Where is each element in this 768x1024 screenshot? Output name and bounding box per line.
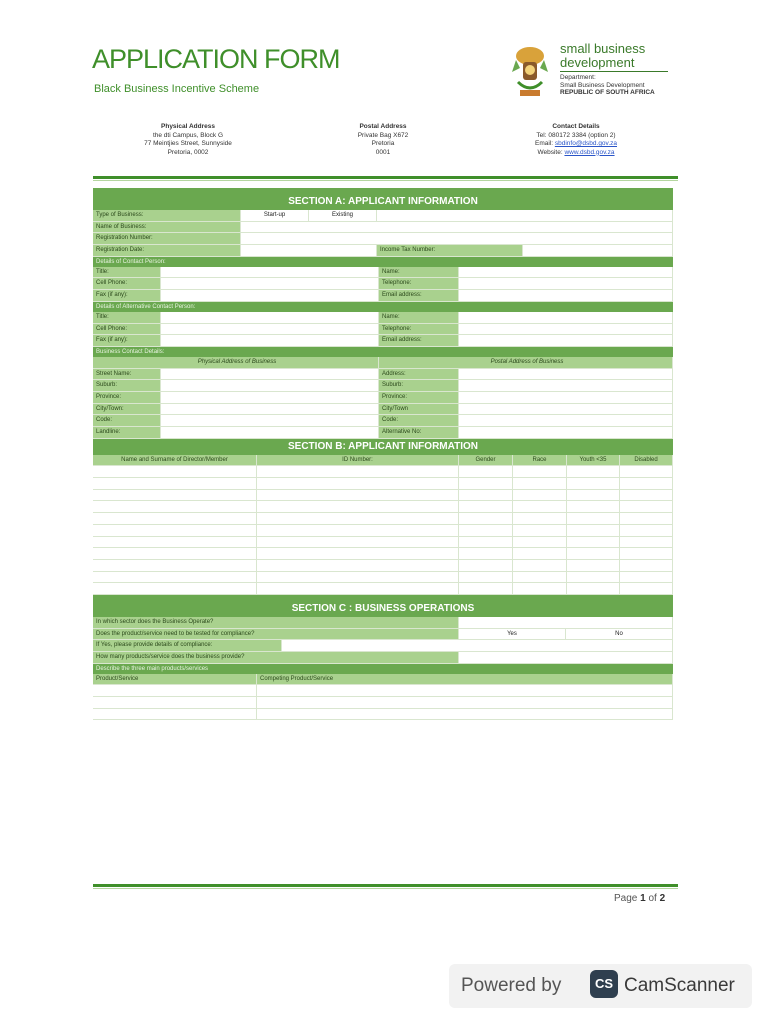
alt-fax-field[interactable] bbox=[161, 335, 379, 346]
physical-address-line2: 77 Meintjies Street, Sunnyside bbox=[144, 140, 232, 147]
col-competing-product: Competing Product/Service bbox=[257, 674, 673, 685]
director-cell[interactable] bbox=[620, 560, 673, 571]
director-cell[interactable] bbox=[620, 572, 673, 583]
contact-details-block bbox=[516, 123, 636, 157]
type-of-business-row bbox=[93, 210, 673, 222]
director-cell[interactable] bbox=[93, 548, 257, 559]
contact-telephone-field[interactable] bbox=[459, 278, 673, 289]
director-cell[interactable] bbox=[620, 501, 673, 512]
director-cell[interactable] bbox=[93, 466, 257, 477]
tested-no-option[interactable]: No bbox=[566, 629, 673, 640]
contact-cell-row bbox=[93, 278, 673, 290]
director-cell[interactable] bbox=[459, 583, 513, 594]
page-number bbox=[614, 893, 665, 904]
director-cell[interactable] bbox=[257, 548, 459, 559]
registration-date-row bbox=[93, 245, 673, 257]
landline-label: Landline: bbox=[93, 427, 161, 438]
director-cell[interactable] bbox=[459, 548, 513, 559]
director-row bbox=[93, 548, 673, 560]
existing-option[interactable]: Existing bbox=[309, 210, 377, 221]
director-cell[interactable] bbox=[513, 572, 567, 583]
contact-website-label: Website: bbox=[537, 148, 565, 156]
postal-address-label: Address: bbox=[379, 369, 459, 380]
postal-address-business-header: Postal Address of Business bbox=[379, 357, 673, 368]
postal-city-field[interactable] bbox=[459, 404, 673, 415]
contact-email-label: Email: bbox=[534, 140, 555, 147]
director-cell[interactable] bbox=[93, 490, 257, 501]
director-cell[interactable] bbox=[567, 513, 620, 524]
describe-products-subheader: Describe the three main products/services bbox=[93, 664, 673, 674]
alt-name-label: Name: bbox=[379, 312, 459, 323]
postal-address-line2: Pretoria bbox=[371, 140, 395, 147]
director-cell[interactable] bbox=[567, 548, 620, 559]
director-cell[interactable] bbox=[459, 478, 513, 489]
contact-cell-label: Cell Phone: bbox=[93, 278, 161, 289]
physical-address-block bbox=[128, 123, 248, 157]
footer-divider-light bbox=[93, 888, 678, 889]
dept-full-name: Small Business Development bbox=[560, 81, 645, 89]
department-details bbox=[560, 74, 655, 97]
director-cell[interactable] bbox=[620, 537, 673, 548]
page-of: of bbox=[645, 893, 660, 904]
col-product-service: Product/Service bbox=[93, 674, 257, 685]
compliance-details-question: If Yes, please provide details of compliance: bbox=[93, 640, 282, 651]
alt-cell-row bbox=[93, 324, 673, 336]
director-cell[interactable] bbox=[93, 478, 257, 489]
contact-cell-field[interactable] bbox=[161, 278, 379, 289]
product-row bbox=[93, 709, 673, 721]
director-cell[interactable] bbox=[513, 466, 567, 477]
contact-fax-field[interactable] bbox=[161, 290, 379, 301]
director-cell[interactable] bbox=[459, 513, 513, 524]
application-form bbox=[93, 188, 673, 720]
director-cell[interactable] bbox=[513, 490, 567, 501]
postal-address-field[interactable] bbox=[459, 369, 673, 380]
director-cell[interactable] bbox=[513, 548, 567, 559]
director-cell[interactable] bbox=[513, 478, 567, 489]
header-divider-light bbox=[93, 180, 678, 181]
coat-of-arms-logo bbox=[508, 42, 552, 102]
competing-cell[interactable] bbox=[257, 685, 673, 696]
director-row bbox=[93, 572, 673, 584]
code-row bbox=[93, 415, 673, 427]
contact-details-heading: Contact Details bbox=[552, 123, 600, 130]
director-row bbox=[93, 466, 673, 478]
director-cell[interactable] bbox=[567, 583, 620, 594]
contact-telephone: Tel: 080172 3384 (option 2) bbox=[536, 131, 616, 139]
section-c-title: SECTION C : BUSINESS OPERATIONS bbox=[93, 601, 673, 617]
director-cell[interactable] bbox=[459, 537, 513, 548]
director-cell[interactable] bbox=[620, 466, 673, 477]
contact-title-label: Title: bbox=[93, 267, 161, 278]
director-row bbox=[93, 490, 673, 502]
contact-email-label-field: Email address: bbox=[379, 290, 459, 301]
tested-question: Does the product/service need to be tested for compliance? bbox=[93, 629, 459, 640]
physical-address-heading: Physical Address bbox=[161, 123, 215, 130]
street-name-label: Street Name: bbox=[93, 369, 161, 380]
city-row bbox=[93, 404, 673, 416]
product-cell[interactable] bbox=[93, 709, 257, 720]
director-cell[interactable] bbox=[93, 583, 257, 594]
director-cell[interactable] bbox=[459, 572, 513, 583]
director-cell[interactable] bbox=[257, 560, 459, 571]
director-cell[interactable] bbox=[459, 525, 513, 536]
director-cell[interactable] bbox=[620, 525, 673, 536]
director-cell[interactable] bbox=[459, 490, 513, 501]
alt-title-field[interactable] bbox=[161, 312, 379, 323]
director-cell[interactable] bbox=[257, 513, 459, 524]
director-row bbox=[93, 478, 673, 490]
physical-address-business-header: Physical Address of Business bbox=[93, 357, 379, 368]
name-of-business-label: Name of Business: bbox=[93, 222, 241, 233]
suburb-label: Suburb: bbox=[93, 380, 161, 391]
product-row bbox=[93, 697, 673, 709]
director-cell[interactable] bbox=[257, 537, 459, 548]
postal-city-label: City/Town bbox=[379, 404, 459, 415]
director-cell[interactable] bbox=[93, 537, 257, 548]
tested-row bbox=[93, 629, 673, 641]
type-of-business-label: Type of Business: bbox=[93, 210, 241, 221]
landline-row bbox=[93, 427, 673, 439]
tested-yes-option[interactable]: Yes bbox=[459, 629, 566, 640]
contact-website-link[interactable]: www.dsbd.gov.za bbox=[564, 148, 615, 156]
city-field[interactable] bbox=[161, 404, 379, 415]
address-headers-row bbox=[93, 357, 673, 369]
director-cell[interactable] bbox=[567, 525, 620, 536]
alt-email-field[interactable] bbox=[459, 335, 673, 346]
contact-title-field[interactable] bbox=[161, 267, 379, 278]
income-tax-number-field[interactable] bbox=[523, 245, 673, 256]
director-cell[interactable] bbox=[567, 572, 620, 583]
director-row bbox=[93, 583, 673, 595]
director-cell[interactable] bbox=[567, 501, 620, 512]
dept-name-line1: small business bbox=[560, 41, 646, 56]
how-many-field[interactable] bbox=[459, 652, 673, 663]
powered-by-text: Powered by bbox=[461, 975, 562, 996]
code-label: Code: bbox=[93, 415, 161, 426]
department-name bbox=[560, 42, 645, 70]
director-cell[interactable] bbox=[93, 572, 257, 583]
postal-suburb-field[interactable] bbox=[459, 380, 673, 391]
postal-address-block bbox=[333, 123, 433, 157]
competing-cell[interactable] bbox=[257, 709, 673, 720]
dept-name-line2: development bbox=[560, 55, 635, 70]
director-cell[interactable] bbox=[257, 583, 459, 594]
director-cell[interactable] bbox=[620, 513, 673, 524]
street-name-field[interactable] bbox=[161, 369, 379, 380]
director-cell[interactable] bbox=[257, 525, 459, 536]
name-of-business-row bbox=[93, 222, 673, 234]
director-cell[interactable] bbox=[257, 466, 459, 477]
alternative-no-field[interactable] bbox=[459, 427, 673, 438]
registration-number-label: Registration Number: bbox=[93, 233, 241, 244]
postal-province-field[interactable] bbox=[459, 392, 673, 403]
director-row bbox=[93, 537, 673, 549]
street-row bbox=[93, 369, 673, 381]
director-cell[interactable] bbox=[93, 501, 257, 512]
postal-suburb-label: Suburb: bbox=[379, 380, 459, 391]
dept-country: REPUBLIC OF SOUTH AFRICA bbox=[560, 89, 655, 96]
name-of-business-field[interactable] bbox=[241, 222, 673, 233]
footer-divider bbox=[93, 884, 678, 887]
director-cell[interactable] bbox=[513, 525, 567, 536]
alt-cell-field[interactable] bbox=[161, 324, 379, 335]
postal-code-label: Code: bbox=[379, 415, 459, 426]
dept-divider bbox=[560, 71, 668, 72]
alt-name-field[interactable] bbox=[459, 312, 673, 323]
postal-address-heading: Postal Address bbox=[359, 123, 407, 130]
province-row bbox=[93, 392, 673, 404]
alt-cell-label: Cell Phone: bbox=[93, 324, 161, 335]
director-cell[interactable] bbox=[567, 537, 620, 548]
alt-fax-label: Fax (if any): bbox=[93, 335, 161, 346]
physical-address-line1: the dti Campus, Block G bbox=[152, 131, 224, 139]
how-many-row bbox=[93, 652, 673, 664]
business-contact-subheader: Business Contact Details: bbox=[93, 347, 673, 357]
sector-field[interactable] bbox=[459, 617, 673, 628]
director-cell[interactable] bbox=[513, 537, 567, 548]
col-race: Race bbox=[513, 455, 567, 466]
page-total: 2 bbox=[659, 893, 666, 904]
director-cell[interactable] bbox=[513, 501, 567, 512]
registration-date-field[interactable] bbox=[241, 245, 377, 256]
suburb-field[interactable] bbox=[161, 380, 379, 391]
director-row bbox=[93, 513, 673, 525]
registration-number-row bbox=[93, 233, 673, 245]
page-current: 1 bbox=[640, 893, 646, 904]
product-cell[interactable] bbox=[93, 697, 257, 708]
dept-label: Department: bbox=[560, 74, 596, 81]
director-cell[interactable] bbox=[93, 560, 257, 571]
province-label: Province: bbox=[93, 392, 161, 403]
registration-number-field[interactable] bbox=[241, 233, 673, 244]
form-subtitle: Black Business Incentive Scheme bbox=[94, 83, 260, 95]
page-prefix: Page bbox=[614, 893, 641, 904]
contact-person-subheader: Details of Contact Person: bbox=[93, 257, 673, 267]
postal-province-label: Province: bbox=[379, 392, 459, 403]
director-cell[interactable] bbox=[567, 466, 620, 477]
contact-fax-row bbox=[93, 290, 673, 302]
col-gender: Gender bbox=[459, 455, 513, 466]
sector-row bbox=[93, 617, 673, 629]
competing-cell[interactable] bbox=[257, 697, 673, 708]
postal-code-field[interactable] bbox=[459, 415, 673, 426]
products-header-row bbox=[93, 674, 673, 686]
alt-title-row bbox=[93, 312, 673, 324]
product-cell[interactable] bbox=[93, 685, 257, 696]
director-cell[interactable] bbox=[459, 560, 513, 571]
director-cell[interactable] bbox=[257, 478, 459, 489]
physical-address-line3: Pretoria, 0002 bbox=[167, 148, 209, 156]
landline-field[interactable] bbox=[161, 427, 379, 438]
contact-email-field[interactable] bbox=[459, 290, 673, 301]
code-field[interactable] bbox=[161, 415, 379, 426]
alt-contact-person-subheader: Details of Alternative Contact Person: bbox=[93, 302, 673, 312]
director-cell[interactable] bbox=[513, 513, 567, 524]
col-id-number: ID Number: bbox=[257, 455, 459, 466]
header-divider bbox=[93, 176, 678, 179]
director-row bbox=[93, 501, 673, 513]
type-of-business-field[interactable] bbox=[377, 210, 673, 221]
postal-address-line3: 0001 bbox=[375, 148, 391, 156]
director-cell[interactable] bbox=[513, 583, 567, 594]
director-cell[interactable] bbox=[257, 490, 459, 501]
director-cell[interactable] bbox=[567, 560, 620, 571]
section-b-rows bbox=[93, 466, 673, 595]
camscanner-icon: CS bbox=[590, 970, 618, 998]
director-row bbox=[93, 525, 673, 537]
col-disabled: Disabled bbox=[620, 455, 673, 466]
how-many-question: How many products/service does the business provide? bbox=[93, 652, 459, 663]
section-b-header-row bbox=[93, 455, 673, 467]
compliance-details-field[interactable] bbox=[282, 640, 673, 651]
contact-name-field[interactable] bbox=[459, 267, 673, 278]
income-tax-number-label: Income Tax Number: bbox=[377, 245, 523, 256]
section-b-title: SECTION B: APPLICANT INFORMATION bbox=[93, 439, 673, 455]
startup-option[interactable]: Start-up bbox=[241, 210, 309, 221]
director-cell[interactable] bbox=[513, 560, 567, 571]
director-cell[interactable] bbox=[620, 478, 673, 489]
contact-title-row bbox=[93, 267, 673, 279]
contact-fax-label: Fax (if any): bbox=[93, 290, 161, 301]
director-cell[interactable] bbox=[620, 583, 673, 594]
director-cell[interactable] bbox=[93, 525, 257, 536]
province-field[interactable] bbox=[161, 392, 379, 403]
alternative-no-label: Alternative No: bbox=[379, 427, 459, 438]
col-youth: Youth <35 bbox=[567, 455, 620, 466]
director-cell[interactable] bbox=[567, 478, 620, 489]
alt-email-label: Email address: bbox=[379, 335, 459, 346]
director-cell[interactable] bbox=[459, 501, 513, 512]
alt-title-label: Title: bbox=[93, 312, 161, 323]
alt-fax-row bbox=[93, 335, 673, 347]
form-title: APPLICATION FORM bbox=[92, 44, 340, 74]
city-label: City/Town: bbox=[93, 404, 161, 415]
section-a-title: SECTION A: APPLICANT INFORMATION bbox=[93, 194, 673, 210]
compliance-details-row bbox=[93, 640, 673, 652]
postal-address-line1: Private Bag X672 bbox=[357, 131, 409, 139]
director-row bbox=[93, 560, 673, 572]
contact-email-link[interactable]: sbdinfo@dsbd.gov.za bbox=[554, 140, 617, 147]
director-cell[interactable] bbox=[620, 548, 673, 559]
director-cell[interactable] bbox=[620, 490, 673, 501]
director-cell[interactable] bbox=[567, 490, 620, 501]
director-cell[interactable] bbox=[257, 572, 459, 583]
contact-name-label: Name: bbox=[379, 267, 459, 278]
sector-question: In which sector does the Business Operate? bbox=[93, 617, 459, 628]
col-director-name: Name and Surname of Director/Member bbox=[93, 455, 257, 466]
contact-telephone-label: Telephone: bbox=[379, 278, 459, 289]
camscanner-brand: CamScanner bbox=[624, 975, 735, 996]
director-cell[interactable] bbox=[257, 501, 459, 512]
suburb-row bbox=[93, 380, 673, 392]
director-cell[interactable] bbox=[93, 513, 257, 524]
product-row bbox=[93, 685, 673, 697]
alt-telephone-field[interactable] bbox=[459, 324, 673, 335]
director-cell[interactable] bbox=[459, 466, 513, 477]
alt-telephone-label: Telephone: bbox=[379, 324, 459, 335]
registration-date-label: Registration Date: bbox=[93, 245, 241, 256]
